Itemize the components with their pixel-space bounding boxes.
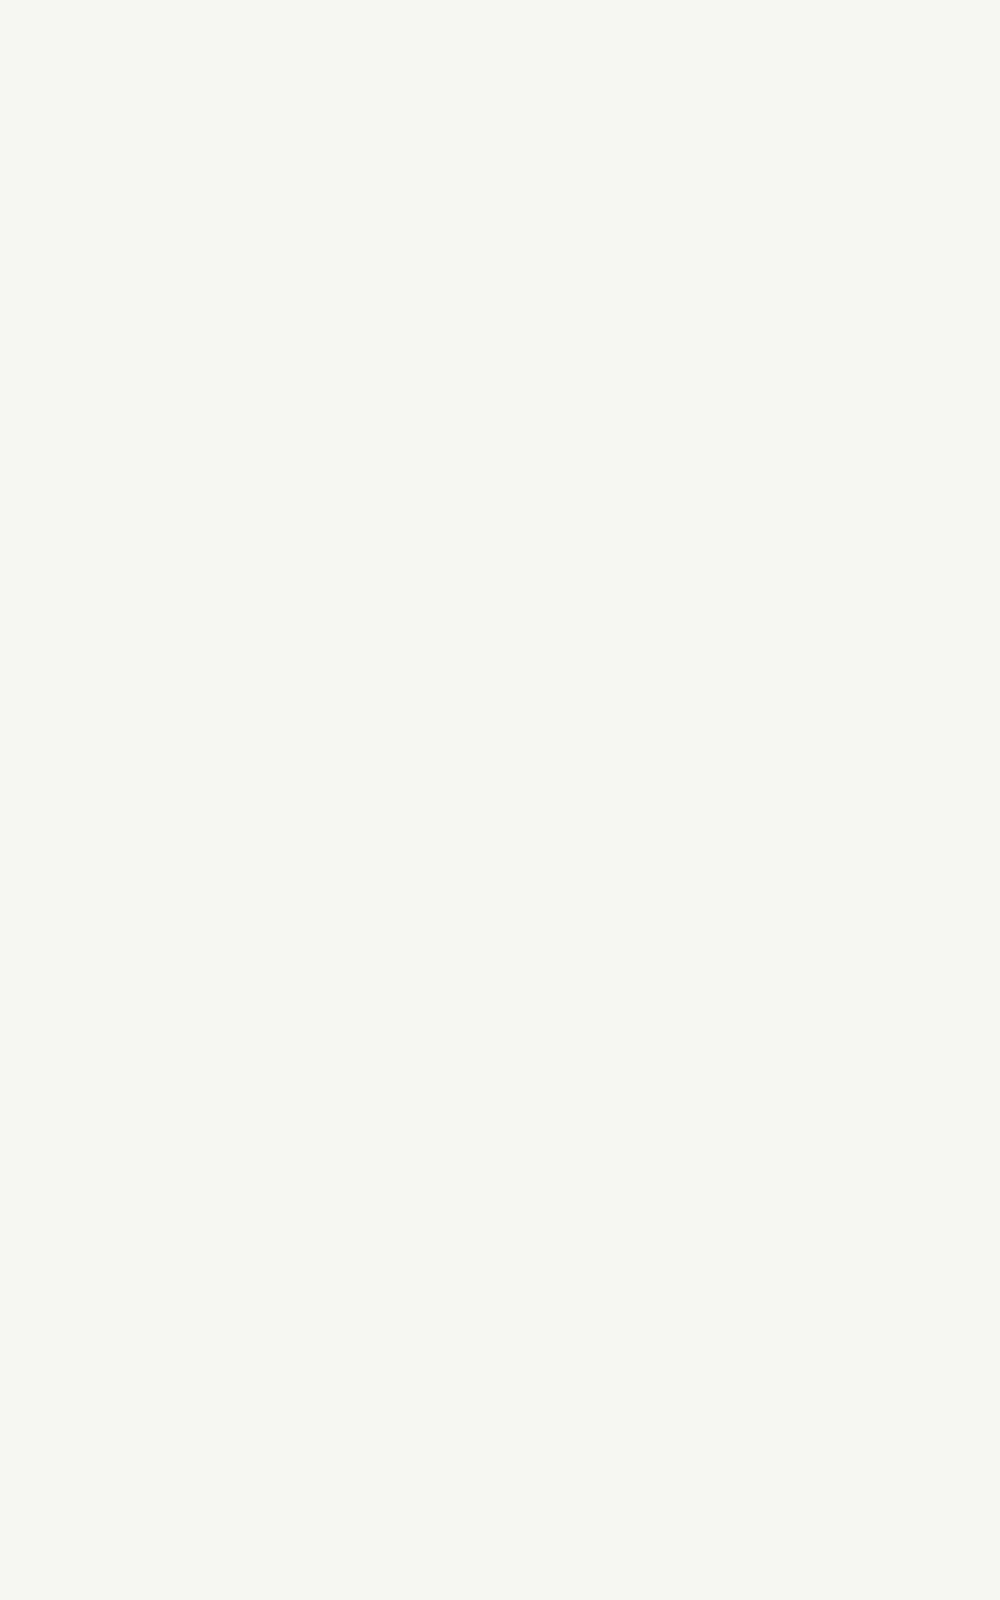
answer-page: [176, 58, 826, 64]
